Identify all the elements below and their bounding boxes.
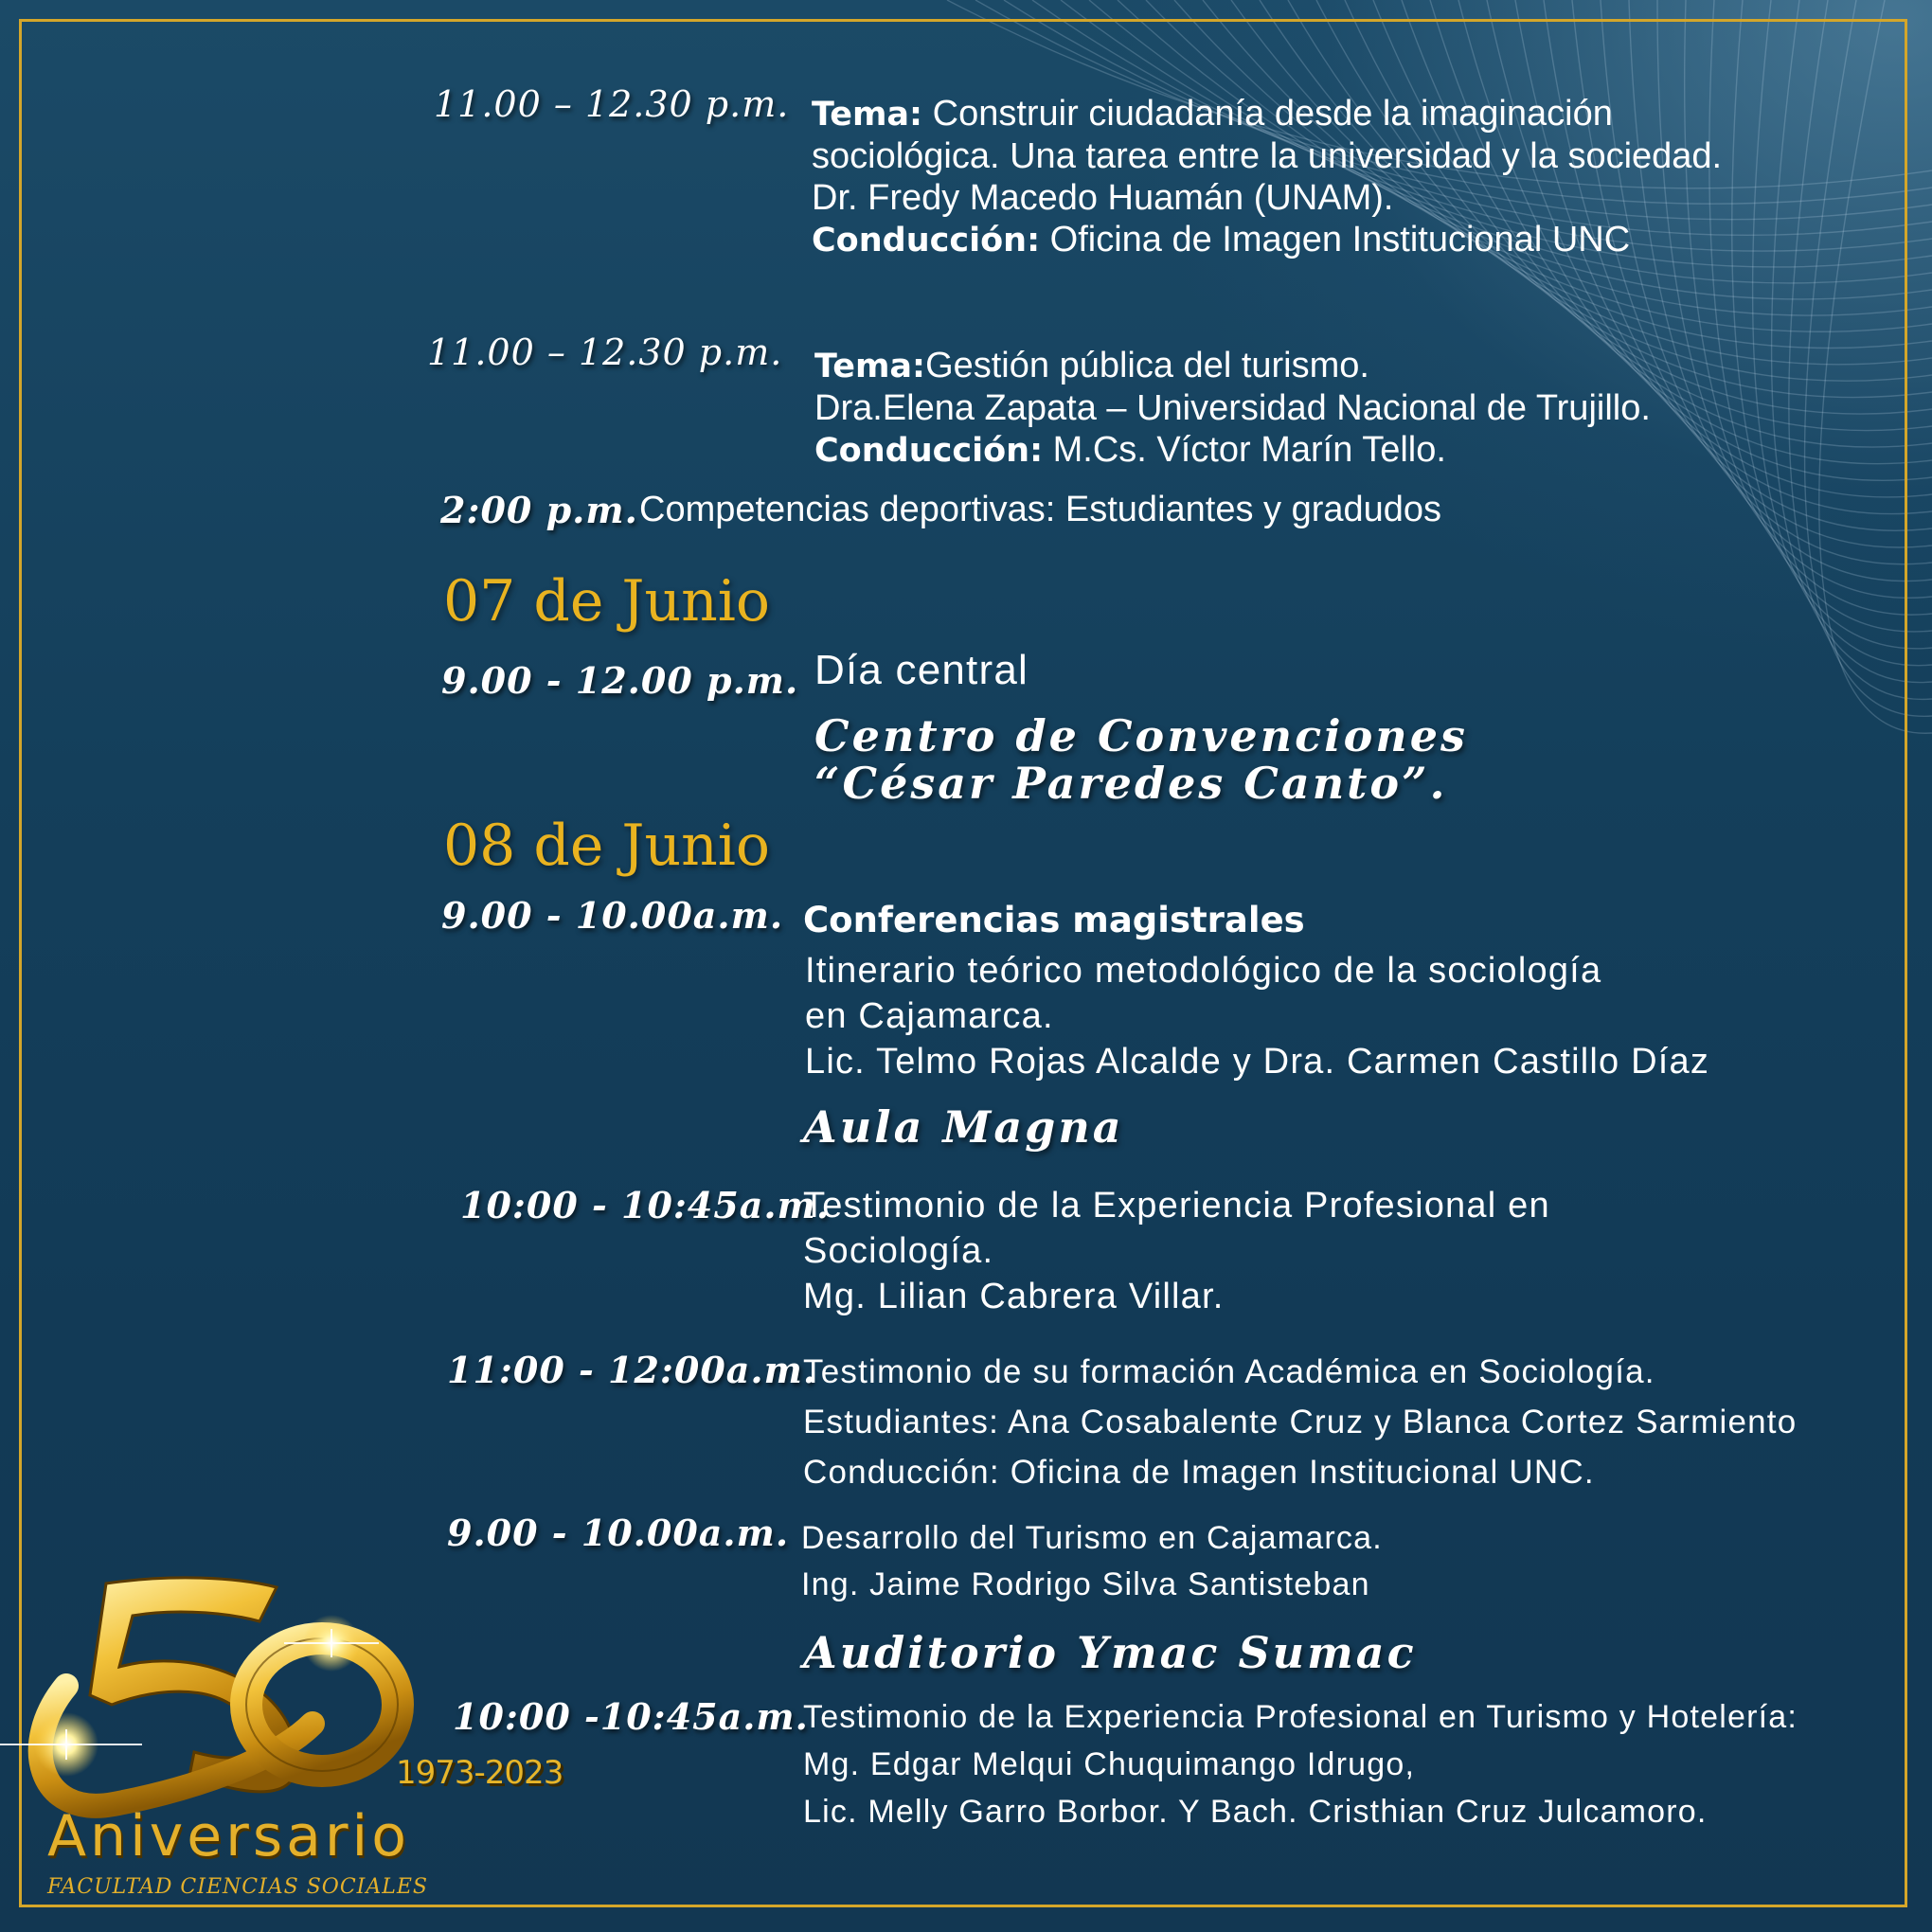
session1-tema-label: Tema: [812, 96, 923, 134]
session2-time: 11.00 – 12.30 p.m. [427, 331, 783, 373]
session1-conduccion: Oficina de Imagen Institucional UNC [1040, 220, 1631, 259]
session2-details [814, 345, 1651, 472]
conf-time: 9.00 - 10.00a.m. [441, 894, 784, 937]
turismo-details [801, 1515, 1383, 1608]
testimonio3-line3: Lic. Melly Garro Borbor. Y Bach. Cristhian Cruz Julcamoro. [803, 1794, 1708, 1830]
testimonio2-line3: Conducción: Oficina de Imagen Institucional UNC. [803, 1454, 1595, 1491]
day07-venue-line2: “César Paredes Canto”. [814, 758, 1448, 809]
logo-years: 1973-2023 [396, 1754, 564, 1792]
testimonio1-line3: Mg. Lilian Cabrera Villar. [803, 1277, 1225, 1316]
testimonio1-line2: Sociología. [803, 1231, 994, 1271]
testimonio2-line2: Estudiantes: Ana Cosabalente Cruz y Blanca Cortez Sarmiento [803, 1404, 1798, 1440]
logo-facultad: FACULTAD CIENCIAS SOCIALES [47, 1875, 428, 1899]
testimonio3-time: 10:00 -10:45a.m. [453, 1695, 809, 1738]
conf-line2: en Cajamarca. [805, 996, 1054, 1036]
venue-auditorio: Auditorio Ymac Sumac [803, 1627, 1417, 1678]
testimonio3-line2: Mg. Edgar Melqui Chuquimango Idrugo, [803, 1746, 1416, 1782]
venue-aula-magna: Aula Magna [803, 1101, 1124, 1153]
testimonio2-time: 11:00 - 12:00a.m. [447, 1349, 817, 1391]
session1-tema-line2: sociológica. Una tarea entre la universidad y la sociedad. [812, 136, 1723, 176]
day07-venue-line1: Centro de Convenciones [814, 710, 1468, 761]
session2-speaker: Dra.Elena Zapata – Universidad Nacional de Trujillo. [814, 388, 1651, 428]
testimonio3-details [803, 1693, 1798, 1835]
day07-time: 9.00 - 12.00 p.m. [441, 659, 799, 702]
turismo-time: 9.00 - 10.00a.m. [447, 1512, 790, 1554]
session2-conduccion-label: Conducción: [814, 432, 1044, 470]
conf-line1: Itinerario teórico metodológico de la sociología [805, 951, 1602, 991]
session2-conduccion: M.Cs. Víctor Marín Tello. [1043, 430, 1446, 470]
session1-speaker: Dr. Fredy Macedo Huamán (UNAM). [812, 178, 1394, 218]
turismo-line1: Desarrollo del Turismo en Cajamarca. [801, 1520, 1383, 1556]
testimonio3-line1: Testimonio de la Experiencia Profesional en Turismo y Hotelería: [803, 1699, 1798, 1735]
testimonio1-line1: Testimonio de la Experiencia Profesional en [803, 1186, 1550, 1225]
testimonio2-details [803, 1347, 1797, 1497]
session1-conduccion-label: Conducción: [812, 222, 1041, 259]
session1-time: 11.00 – 12.30 p.m. [434, 83, 790, 125]
date-08-junio: 08 de Junio [443, 813, 771, 879]
session1-details [812, 93, 1722, 261]
logo-aniversario: Aniversario [47, 1803, 410, 1869]
conf-line3: Lic. Telmo Rojas Alcalde y Dra. Carmen Castillo Díaz [805, 1042, 1710, 1082]
testimonio2-line1: Testimonio de su formación Académica en Sociología. [803, 1353, 1655, 1390]
session3-text: Competencias deportivas: Estudiantes y gradudos [639, 490, 1442, 529]
session3-time: 2:00 p.m. [440, 489, 638, 531]
turismo-line2: Ing. Jaime Rodrigo Silva Santisteban [801, 1566, 1370, 1602]
conf-details [805, 948, 1709, 1084]
session2-tema-label: Tema: [814, 348, 926, 385]
day07-title: Día central [814, 647, 1029, 693]
conf-heading: Conferencias magistrales [803, 900, 1305, 940]
testimonio1-time: 10:00 - 10:45a.m. [460, 1184, 831, 1226]
date-07-junio: 07 de Junio [443, 568, 771, 635]
session1-tema-text: Construir ciudadanía desde la imaginación [922, 94, 1613, 134]
testimonio1-details [803, 1183, 1550, 1319]
session2-tema: Gestión pública del turismo. [925, 346, 1369, 385]
